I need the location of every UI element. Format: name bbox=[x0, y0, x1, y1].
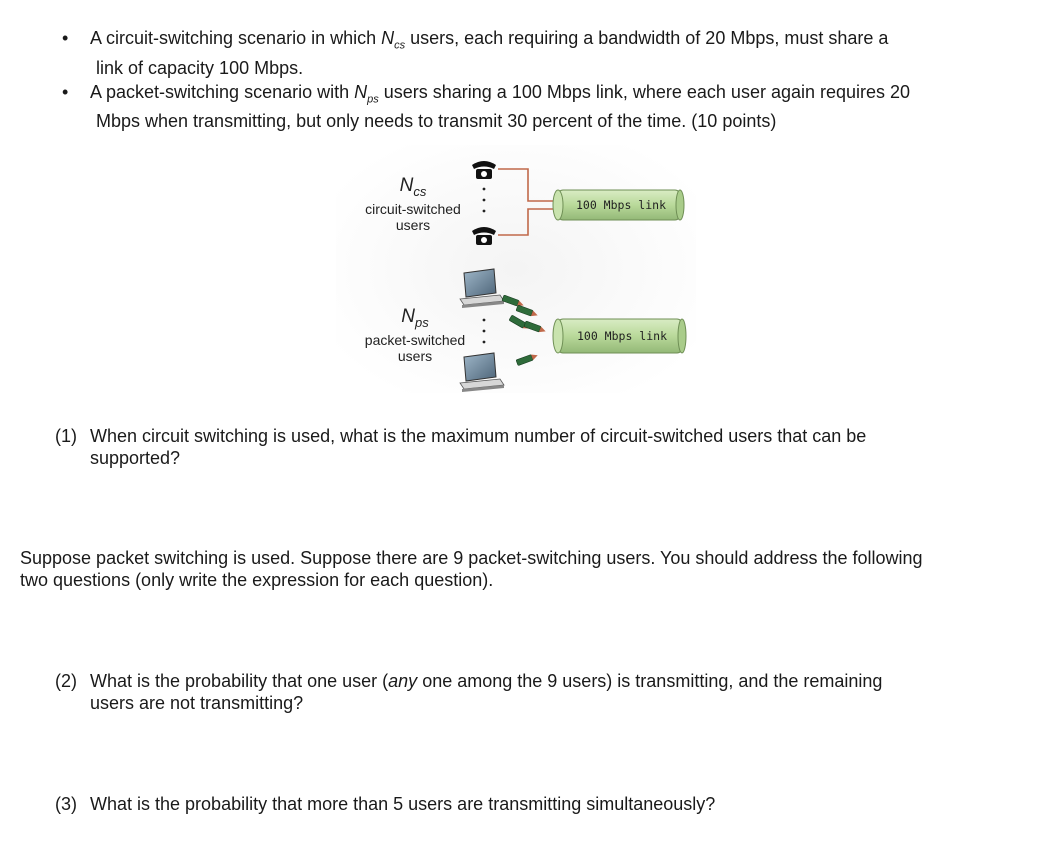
scenario-list bbox=[62, 27, 1002, 134]
question-3 bbox=[55, 793, 1046, 815]
nps-diagram-variable: $N_{ps}$ bbox=[401, 306, 429, 330]
packet-link-label: 100 Mbps link bbox=[576, 329, 668, 343]
question-1-line2: supported? bbox=[90, 448, 181, 468]
intro-line1: Suppose packet switching is used. Suppose there are 9 packet-switching users. You should address the following bbox=[20, 548, 923, 568]
circuit-link-pipe bbox=[553, 190, 684, 220]
circuit-users-label bbox=[350, 177, 476, 233]
ncs-variable: $N_{cs}$ bbox=[381, 28, 406, 52]
circuit-scenario-text-pre: A circuit-switching scenario in which bbox=[90, 28, 382, 48]
circuit-link-label: 100 Mbps link bbox=[575, 198, 667, 212]
packet-users-label-line1: packet-switched bbox=[364, 331, 466, 348]
circuit-users-label-line2: users bbox=[395, 216, 431, 233]
packet-users-label bbox=[350, 308, 480, 364]
packet-link-pipe bbox=[553, 319, 686, 353]
question-2 bbox=[55, 670, 1046, 714]
circuit-scenario-bullet bbox=[62, 27, 1002, 79]
packet-scenario-text-rest: users sharing a 100 Mbps link, where each user again requires 20 bbox=[378, 81, 911, 102]
question-1-line1: When circuit switching is used, what is the maximum number of circuit-switched users that can be bbox=[90, 426, 867, 446]
bullet-icon: • bbox=[62, 28, 69, 48]
intro-line2: two questions (only write the expression for each question). bbox=[20, 570, 494, 590]
packet-scenario-bullet bbox=[62, 81, 1002, 133]
question-1 bbox=[55, 425, 1046, 469]
question-2-number: (2) bbox=[55, 671, 77, 691]
emphasis-any: any bbox=[388, 671, 418, 691]
circuit-users-label-line1: circuit-switched bbox=[365, 200, 461, 217]
question-2-line2: users are not transmitting? bbox=[90, 693, 304, 713]
switching-diagram bbox=[336, 145, 696, 393]
question-3-number: (3) bbox=[55, 794, 77, 814]
question-3-text: What is the probability that more than 5 users are transmitting simultaneously? bbox=[90, 794, 716, 814]
packet-scenario-line2: Mbps when transmitting, but only needs to transmit 30 percent of the time. (10 points) bbox=[96, 111, 777, 132]
ncs-diagram-variable: $N_{cs}$ bbox=[399, 175, 427, 199]
circuit-scenario-text-rest: users, each requiring a bandwidth of 20 Mbps, must share a bbox=[405, 28, 889, 48]
packet-users-label-line2: users bbox=[397, 347, 433, 364]
question-1-number: (1) bbox=[55, 426, 77, 446]
packet-switching-intro bbox=[20, 547, 1020, 591]
bullet-icon: • bbox=[62, 81, 69, 102]
packet-scenario-text-pre: A packet-switching scenario with bbox=[90, 81, 355, 102]
circuit-scenario-line2: link of capacity 100 Mbps. bbox=[96, 57, 304, 78]
question-2-line1: What is the probability that one user (any one among the 9 users) is transmitting, and the remaining bbox=[90, 671, 883, 691]
nps-variable: $N_{ps}$ bbox=[354, 81, 379, 106]
